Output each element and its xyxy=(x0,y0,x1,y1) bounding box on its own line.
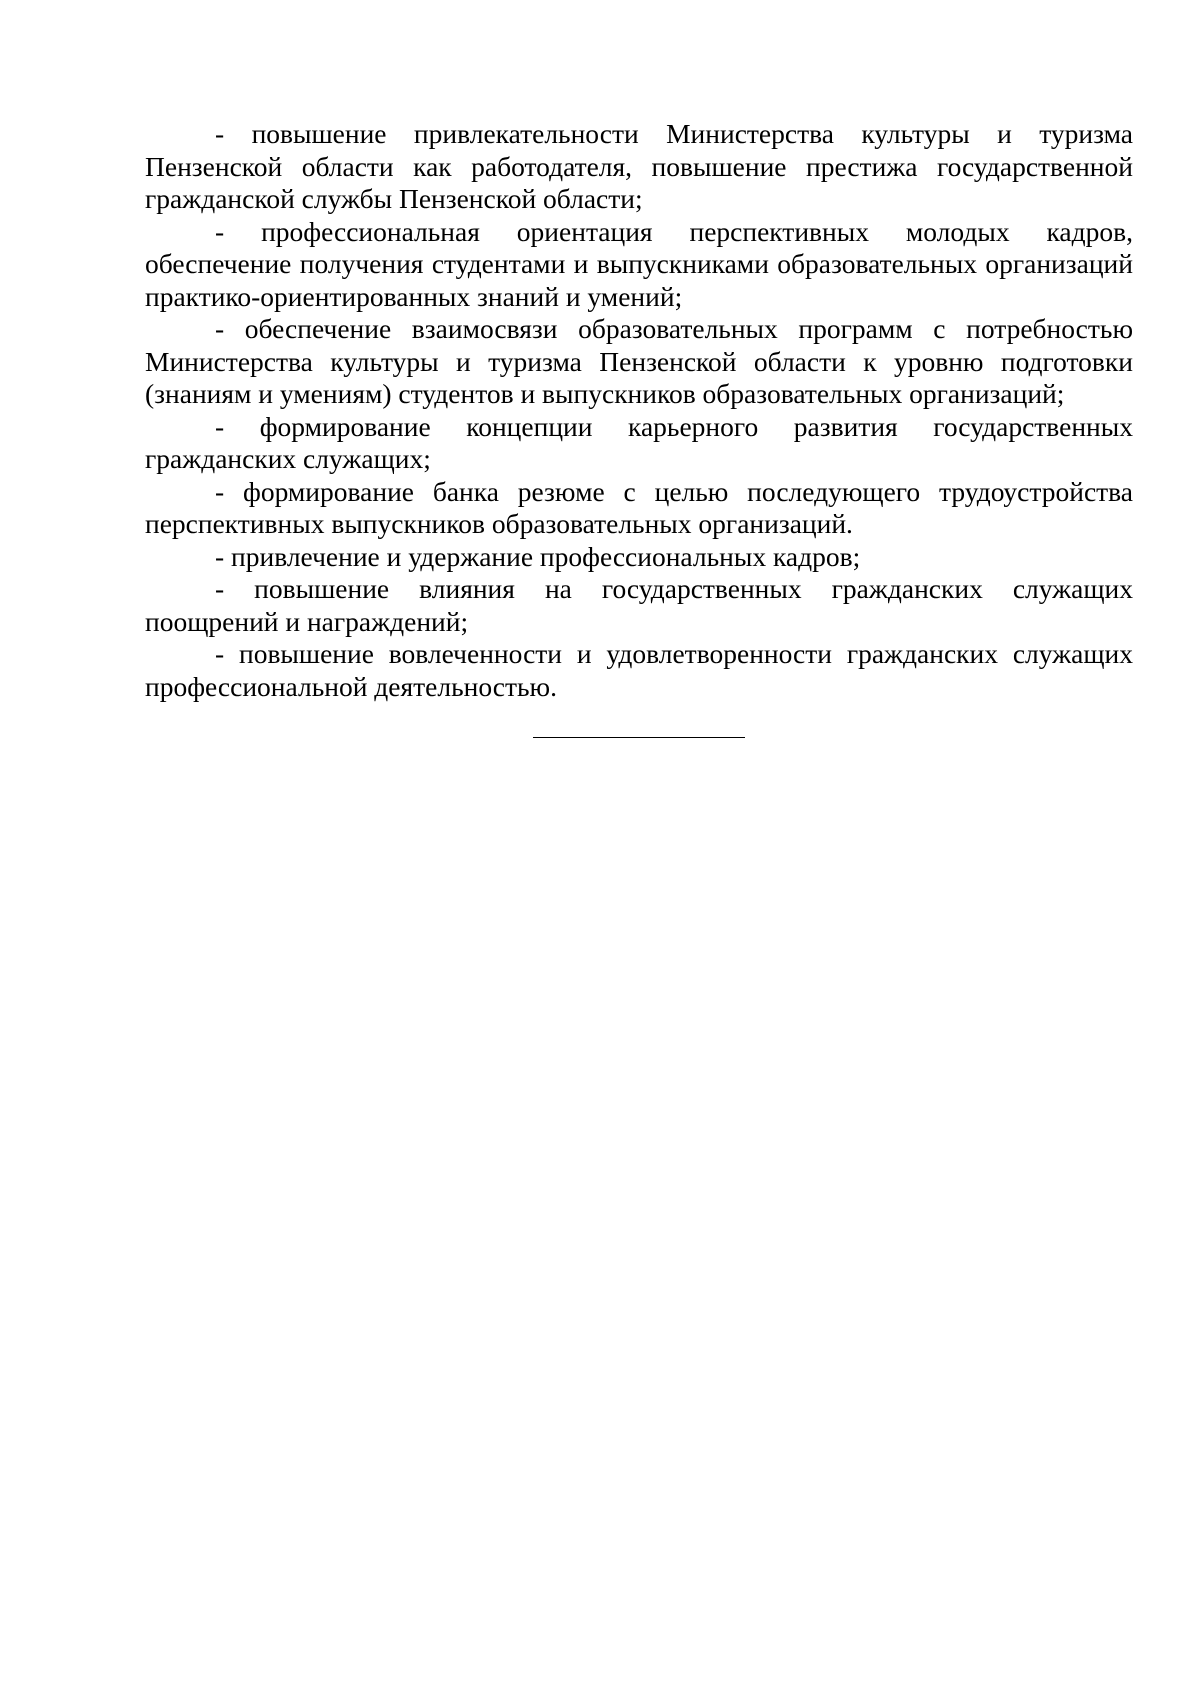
end-of-document-line xyxy=(533,737,745,738)
paragraph: - повышение влияния на государственных гражданских служащих поощрений и награждений; xyxy=(145,573,1133,637)
paragraph: - формирование банка резюме с целью последующего трудоустройства перспективных выпускников образовательных организаций. xyxy=(145,475,1133,539)
paragraph: - профессиональная ориентация перспективных молодых кадров, обеспечение получения студентами и выпускниками образовательных организаций практико-ориентированных знаний и умений; xyxy=(145,215,1133,312)
paragraph: - обеспечение взаимосвязи образовательных программ с потребностью Министерства культуры и туризма Пензенской области к уровню подготовки (знаниям и умениям) студентов и выпускников образовательных организаций; xyxy=(145,313,1133,409)
paragraph: - повышение привлекательности Министерства культуры и туризма Пензенской области как работодателя, повышение престижа государственной гражданской службы Пензенской области; xyxy=(145,118,1133,214)
document-body xyxy=(145,118,1133,703)
paragraph: - повышение вовлеченности и удовлетворенности гражданских служащих профессиональной деятельностью. xyxy=(145,638,1133,702)
paragraph: - формирование концепции карьерного развития государственных гражданских служащих; xyxy=(145,410,1133,474)
paragraph: - привлечение и удержание профессиональных кадров; xyxy=(215,540,861,572)
